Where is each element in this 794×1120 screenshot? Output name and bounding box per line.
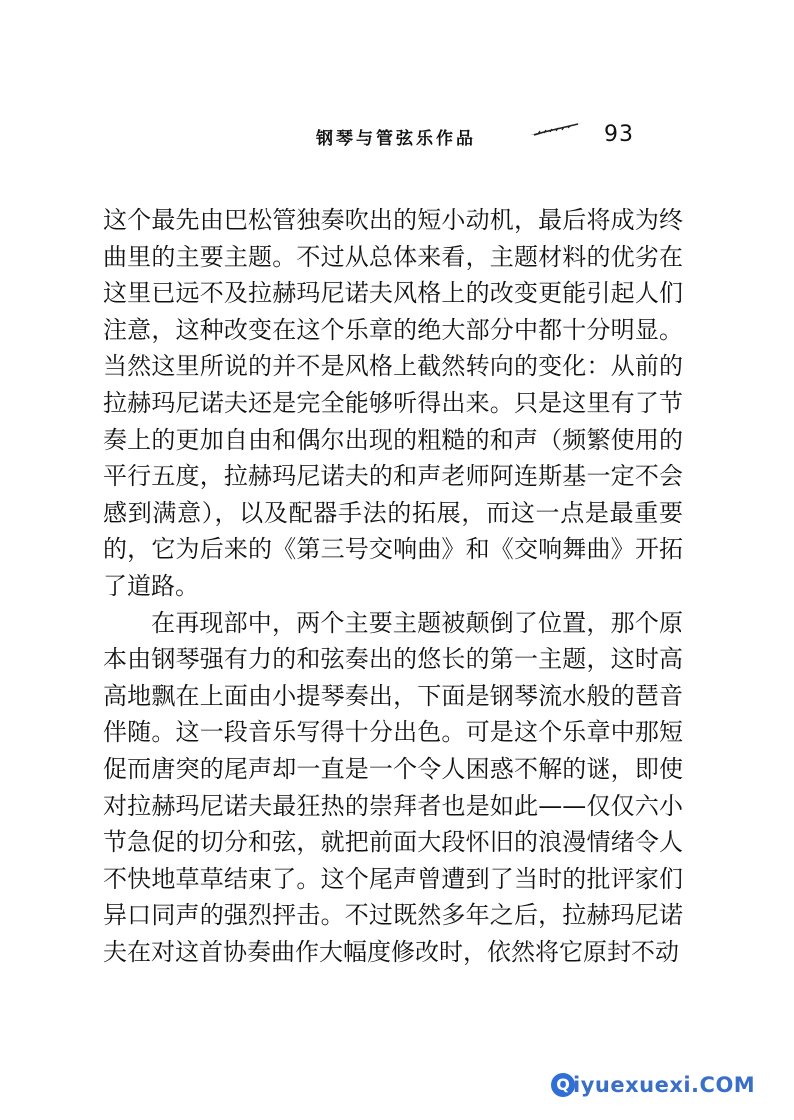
page-header [0,118,794,158]
watermark-logo-icon: Q [551,1073,575,1097]
body-text [103,202,683,970]
running-title: 钢琴与管弦乐作品 [316,129,476,149]
paragraph-1: 这个最先由巴松管独奏吹出的短小动机，最后将成为终曲里的主要主题。不过从总体来看，主题材料的优劣在这里已远不及拉赫玛尼诺夫风格上的改变更能引起人们注意，这种改变在这个乐章的绝大部分中都十分明显。当然这里所说的并不是风格上截然转向的变化：从前的拉赫玛尼诺夫还是完全能够听得出来。只是这里有了节奏上的更加自由和偶尔出现的粗糙的和声（频繁使用的平行五度，拉赫玛尼诺夫的和声老师阿连斯基一定不会感到满意），以及配器手法的拓展，而这一点是最重要的，它为后来的《第三号交响曲》和《交响舞曲》开拓了道路。 [103,206,683,600]
watermark-text: iyuexuexi.COM [573,1073,756,1097]
paragraph-2: 在再现部中，两个主要主题被颠倒了位置，那个原本由钢琴强有力的和弦奏出的悠长的第一主题，这时高高地飘在上面由小提琴奏出，下面是钢琴流水般的琶音伴随。这一段音乐写得十分出色。可是这个乐章中那短促而唐突的尾声却一直是一个令人困惑不解的谜，即使对拉赫玛尼诺夫最狂热的崇拜者也是如此——仅仅六小节急促的切分和弦，就把前面大段怀旧的浪漫情绪令人不快地草草结束了。这个尾声曾遭到了当时的批评家们异口同声的强烈抨击。不过既然多年之后，拉赫玛尼诺夫在对这首协奏曲作大幅度修改时，依然将它原封不动 [103,608,683,966]
page-number: 93 [604,122,634,147]
ornament-icon [528,120,584,138]
